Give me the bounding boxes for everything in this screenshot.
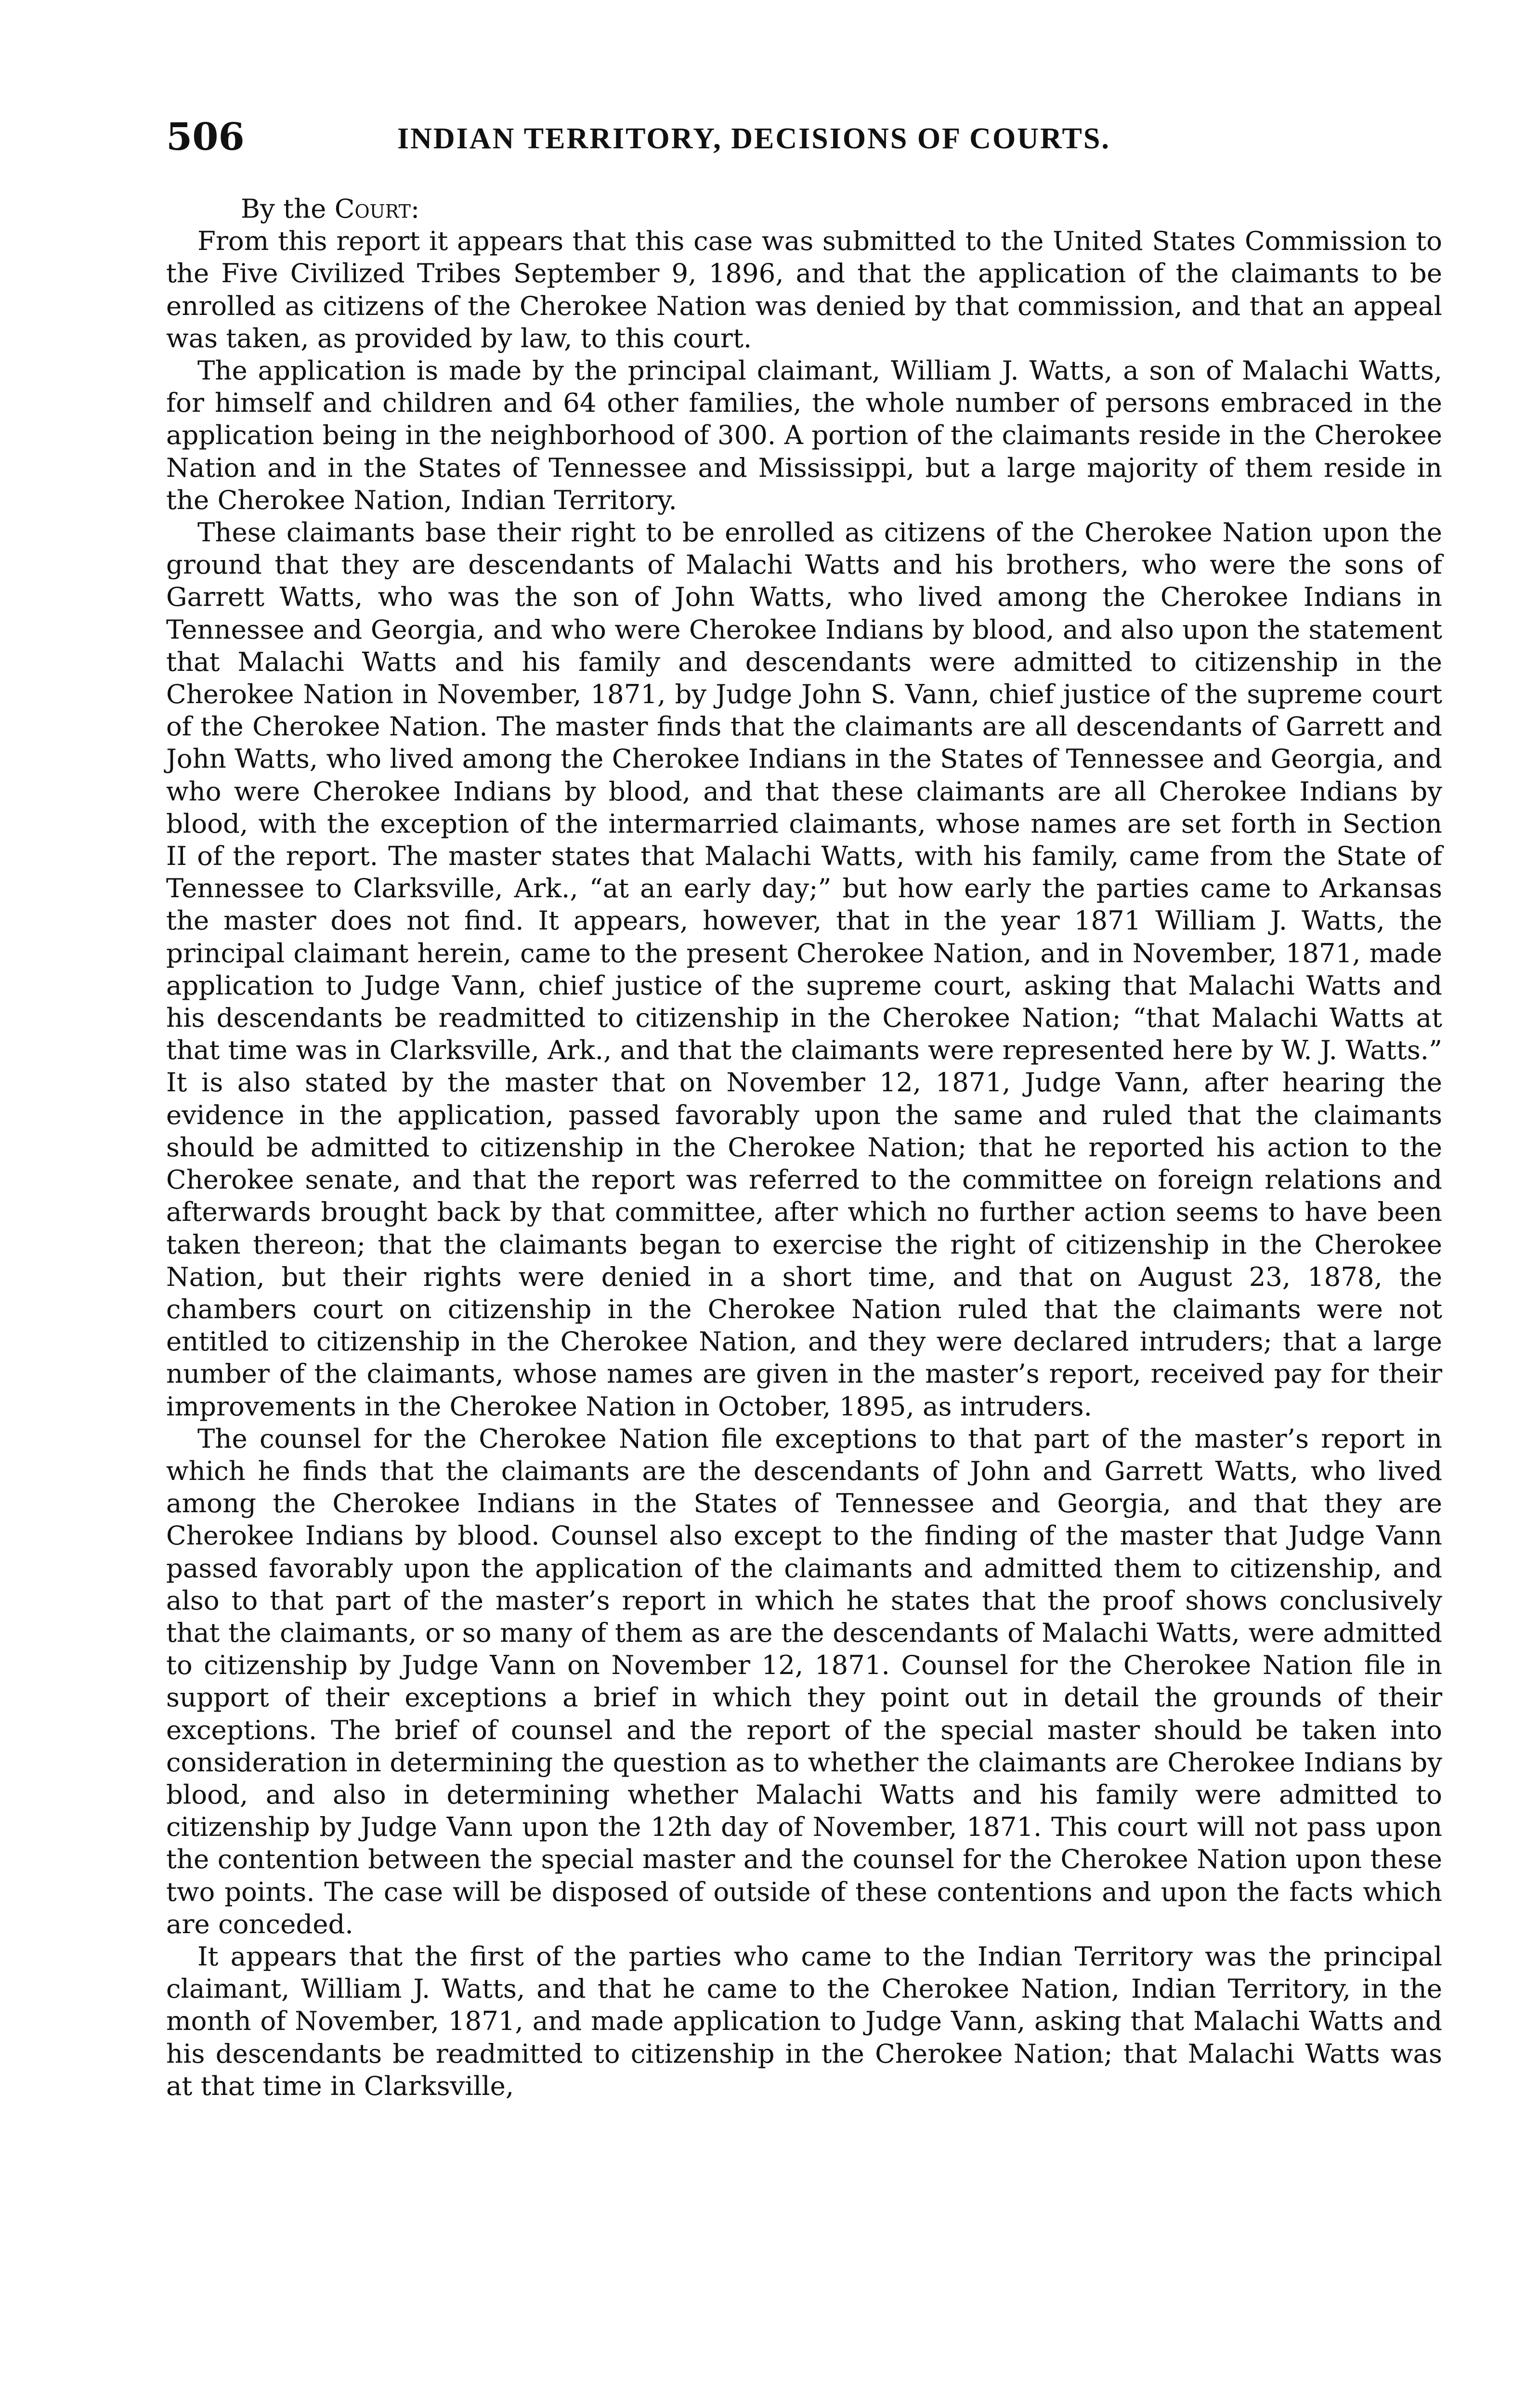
page-header (166, 113, 1442, 166)
court-heading-prefix: By the (241, 193, 335, 224)
paragraph-first-parties: It appears that the first of the parties who came to the Indian Territory was the principal claimant, William J. Watts, and that he came to the Cherokee Nation, Indian Territory, in the month of November, 1871, and made application to Judge Vann, asking that Malachi Watts and his descendants be readmitted to citizenship in the Cherokee Nation; that Malachi Watts was at that time in Clarksville, (166, 1940, 1442, 2101)
paragraph-claimants-basis: These claimants base their right to be enrolled as citizens of the Cherokee Nation upon the ground that they are descendants of Malachi Watts and his brothers, who were the sons of Garrett Watts, who was the son of John Watts, who lived among the Cherokee Indians in Tennessee and Georgia, and who were Cherokee Indians by blood, and also upon the statement that Malachi Watts and his family and descendants were admitted to citizenship in the Cherokee Nation in November, 1871, by Judge John S. Vann, chief justice of the supreme court of the Cherokee Nation. The master finds that the claimants are all descendants of Garrett and John Watts, who lived among the Cherokee Indians in the States of Tennessee and Georgia, and who were Cherokee Indians by blood, and that these claimants are all Cherokee Indians by blood, with the exception of the intermarried claimants, whose names are set forth in Section II of the report. The master states that Malachi Watts, with his family, came from the State of Tennessee to Clarksville, Ark., “at an early day;” but how early the parties came to Arkansas the master does not find. It appears, however, that in the year 1871 William J. Watts, the principal claimant herein, came to the present Cherokee Nation, and in November, 1871, made application to Judge Vann, chief justice of the supreme court, asking that Malachi Watts and his descendants be readmitted to citizenship in the Cherokee Nation; “that Malachi Watts at that time was in Clarksville, Ark., and that the claimants were represented here by W. J. Watts.” It is also stated by the master that on November 12, 1871, Judge Vann, after hearing the evidence in the application, passed favorably upon the same and ruled that the claimants should be admitted to citizenship in the Cherokee Nation; that he reported his action to the Cherokee senate, and that the report was referred to the committee on foreign relations and afterwards brought back by that committee, after which no further action seems to have been taken thereon; that the claimants began to exercise the right of citizenship in the Cherokee Nation, but their rights were denied in a short time, and that on August 23, 1878, the chambers court on citizenship in the Cherokee Nation ruled that the claimants were not entitled to citizenship in the Cherokee Nation, and they were declared intruders; that a large number of the claimants, whose names are given in the master’s report, received pay for their improvements in the Cherokee Nation in October, 1895, as intruders. (166, 517, 1442, 1422)
paragraph-exceptions: The counsel for the Cherokee Nation file exceptions to that part of the master’s report in which he finds that the claimants are the descendants of John and Garrett Watts, who lived among the Cherokee Indians in the States of Tennessee and Georgia, and that they are Cherokee Indians by blood. Counsel also except to the finding of the master that Judge Vann passed favorably upon the application of the claimants and admitted them to citizenship, and also to that part of the master’s report in which he states that the proof shows conclusively that the claimants, or so many of them as are the descendants of Malachi Watts, were admitted to citizenship by Judge Vann on November 12, 1871. Counsel for the Cherokee Nation file in support of their exceptions a brief in which they point out in detail the grounds of their exceptions. The brief of counsel and the report of the special master should be taken into consideration in determining the question as to whether the claimants are Cherokee Indians by blood, and also in determining whether Malachi Watts and his family were admitted to citizenship by Judge Vann upon the 12th day of November, 1871. This court will not pass upon the contention between the special master and the counsel for the Cherokee Nation upon these two points. The case will be disposed of outside of these contentions and upon the facts which are conceded. (166, 1423, 1442, 1939)
running-head: INDIAN TERRITORY, DECISIONS OF COURTS. (397, 122, 1110, 155)
opinion-body (166, 193, 1442, 2102)
court-heading (241, 193, 1442, 225)
paragraph-application: The application is made by the principal claimant, William J. Watts, a son of Malachi Watts, for himself and children and 64 other families, the whole number of persons embraced in the application being in the neighborhood of 300. A portion of the claimants reside in the Cherokee Nation and in the States of Tennessee and Mississippi, but a large majority of them reside in the Cherokee Nation, Indian Territory. (166, 355, 1442, 515)
court-heading-suffix: : (410, 193, 420, 224)
paragraph-submission: From this report it appears that this case was submitted to the United States Commission to the Five Civilized Tribes September 9, 1896, and that the application of the claimants to be enrolled as citizens of the Cherokee Nation was denied by that commission, and that an appeal was taken, as provided by law, to this court. (166, 225, 1442, 353)
page-number: 506 (166, 115, 245, 159)
court-heading-court: Court (334, 193, 411, 224)
